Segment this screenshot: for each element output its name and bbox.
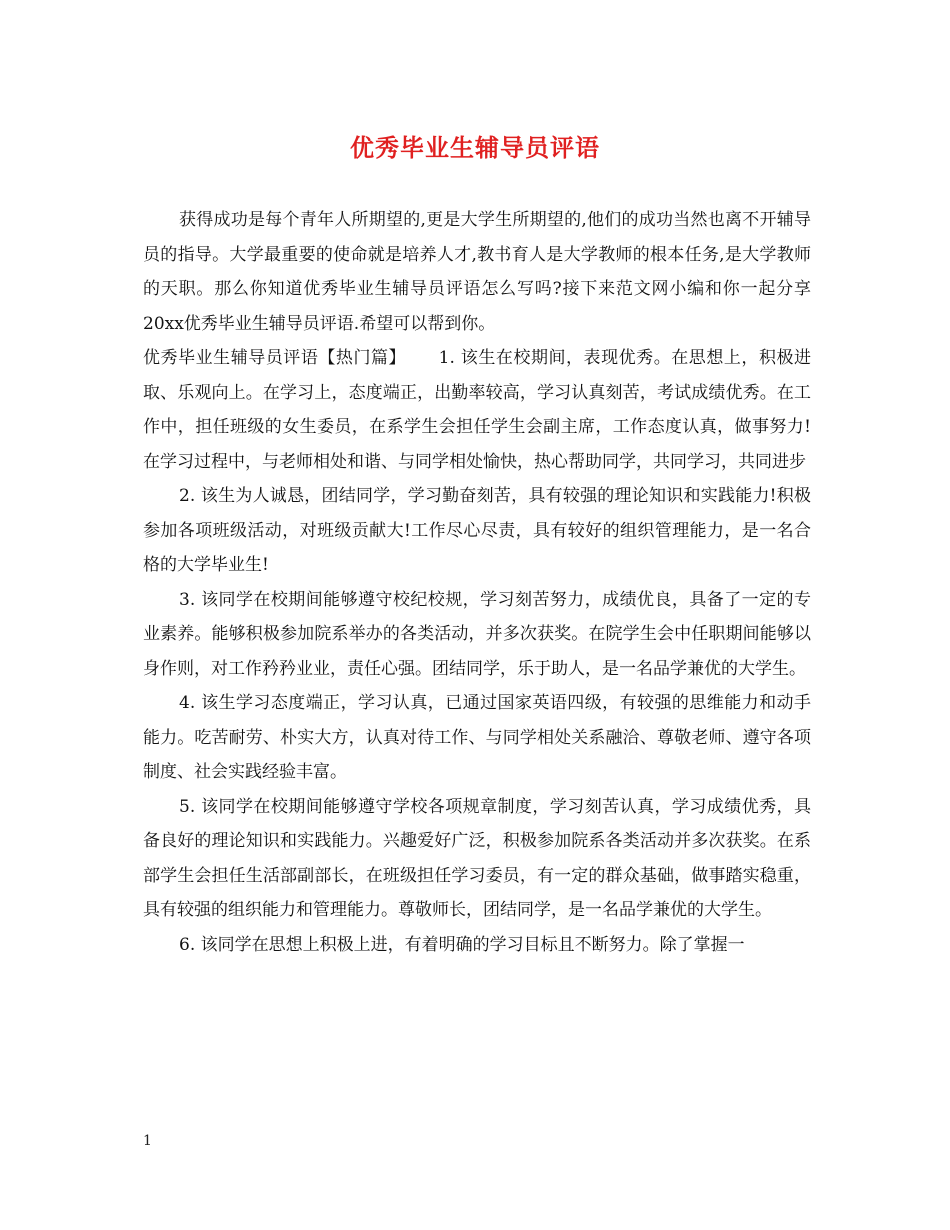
- intro-paragraph: 获得成功是每个青年人所期望的,更是大学生所期望的,他们的成功当然也离不开辅导员的指导。大学最重要的使命就是培养人才,教书育人是大学教师的根本任务,是大学教师的天职。那么你知道优秀毕业生辅导员评语怎么写吗?接下来范文网小编和你一起分享20xx优秀毕业生辅导员评语.希望可以帮到你。: [143, 210, 811, 334]
- page-number: 1: [143, 1133, 152, 1149]
- comment-paragraph-6: 6. 该同学在思想上积极上进，有着明确的学习目标且不断努力。除了掌握一: [179, 934, 745, 955]
- heading-gap: [398, 348, 439, 368]
- comment-paragraph-1: 1. 该生在校期间，表现优秀。在思想上，积极进取、乐观向上。在学习上，态度端正，出勤率较高，学习认真刻苦，考试成绩优秀。在工作中，担任班级的女生委员，在系学生会担任学生会副主席，工作态度认真，做事努力!在学习过程中，与老师相处和谐、与同学相处愉快，热心帮助同学，共同学习，共同进步: [143, 348, 812, 472]
- comment-paragraph-2: 2. 该生为人诚恳，团结同学，学习勤奋刻苦，具有较强的理论知识和实践能力!积极参加各项班级活动，对班级贡献大!工作尽心尽责，具有较好的组织管理能力，是一名合格的大学毕业生!: [143, 486, 811, 575]
- page-title: 优秀毕业生辅导员评语: [350, 134, 600, 162]
- section-heading: 优秀毕业生辅导员评语【热门篇】: [143, 348, 398, 368]
- comment-paragraph-3: 3. 该同学在校期间能够遵守校纪校规，学习刻苦努力，成绩优良，具备了一定的专业素养。能够积极参加院系举办的各类活动，并多次获奖。在院学生会中任职期间能够以身作则，对工作矜矜业业，责任心强。团结同学，乐于助人，是一名品学兼优的大学生。: [143, 589, 811, 679]
- section-first-paragraph: [143, 341, 811, 479]
- document-body: [143, 203, 811, 962]
- comment-paragraph-5: 5. 该同学在校期间能够遵守学校各项规章制度，学习刻苦认真，学习成绩优秀，具备良好的理论知识和实践能力。兴趣爱好广泛，积极参加院系各类活动并多次获奖。在系部学生会担任生活部副部长，在班级担任学习委员，有一定的群众基础，做事踏实稳重，具有较强的组织能力和管理能力。尊敬师长，团结同学，是一名品学兼优的大学生。: [143, 796, 811, 920]
- comment-paragraph-4: 4. 该生学习态度端正，学习认真，已通过国家英语四级，有较强的思维能力和动手能力。吃苦耐劳、朴实大方，认真对待工作、与同学相处关系融洽、尊敬老师、遵守各项制度、社会实践经验丰富。: [143, 693, 811, 782]
